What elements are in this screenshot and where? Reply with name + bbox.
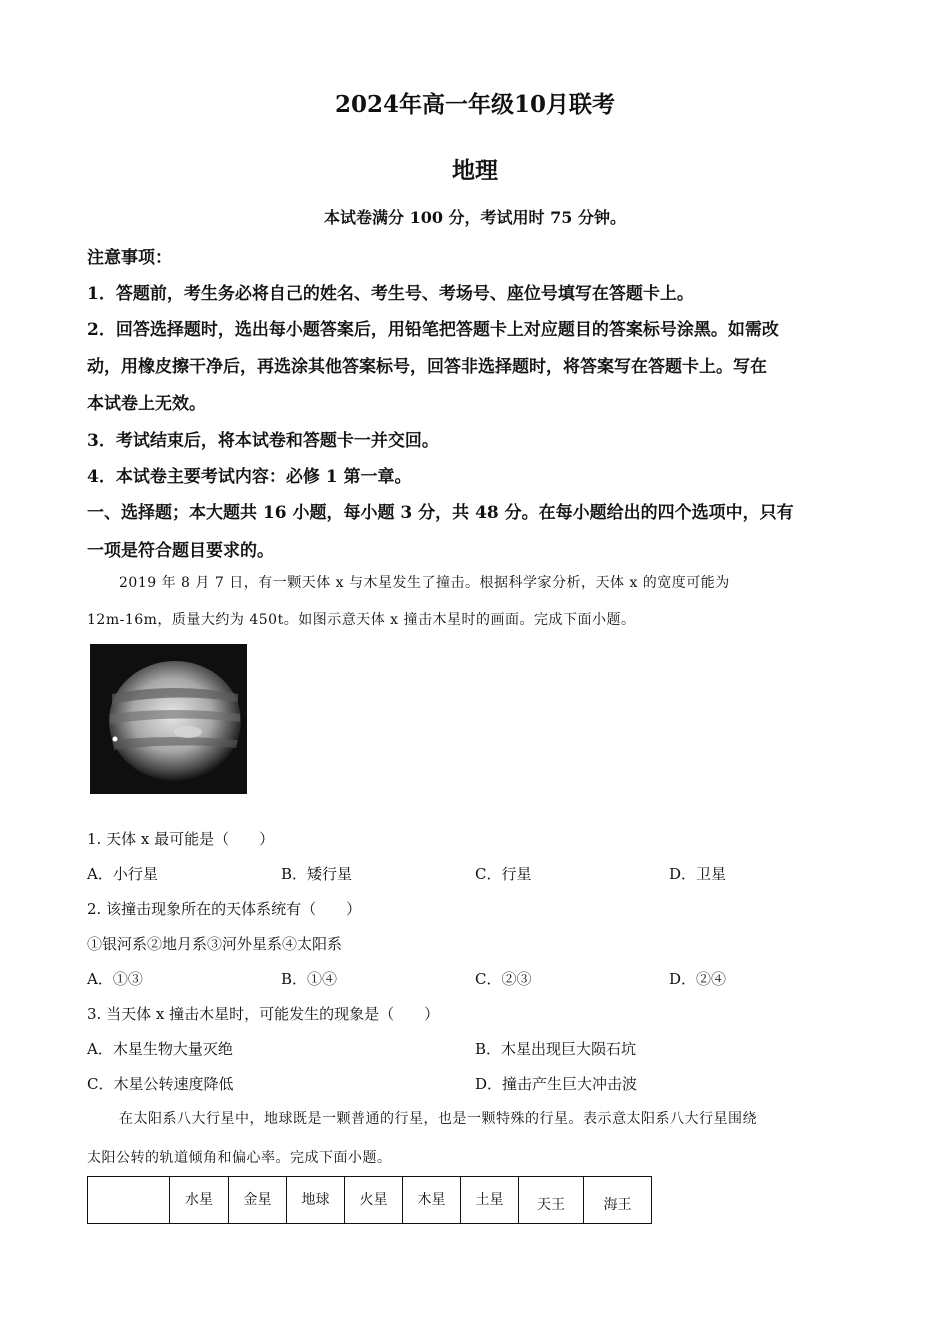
q3-stem: 3. 当天体 x 撞击木星时，可能发生的现象是（ ） (87, 1005, 440, 1023)
q2-option-d: D．②④ (669, 970, 727, 988)
table-header-uranus: 天王 (519, 1177, 584, 1224)
notice-heading: 注意事项： (87, 248, 172, 268)
passage2-line2: 太阳公转的轨道倾角和偏心率。完成下面小题。 (87, 1150, 392, 1166)
passage1-line1: 2019 年 8 月 7 日，有一颗天体 x 与木星发生了撞击。根据科学家分析，天体 x 的宽度可能为 (119, 575, 730, 591)
q2-option-a: A．①③ (87, 970, 143, 988)
table-header-mercury: 水星 (170, 1177, 229, 1224)
planet-orbit-table (87, 1176, 652, 1224)
table-header-saturn: 土星 (461, 1177, 519, 1224)
section-heading-line2: 一项是符合题目要求的。 (87, 541, 274, 561)
notice-item-2-line2: 动，用橡皮擦干净后，再选涂其他答案标号，回答非选择题时，将答案写在答题卡上。写在 (87, 357, 767, 377)
notice-item-2-line1: 2．回答选择题时，选出每小题答案后，用铅笔把答题卡上对应题目的答案标号涂黑。如需改 (87, 320, 779, 340)
notice-item-2-line3: 本试卷上无效。 (87, 394, 206, 414)
notice-item-4: 4．本试卷主要考试内容：必修 1 第一章。 (87, 467, 412, 487)
exam-info: 本试卷满分 100 分，考试用时 75 分钟。 (324, 208, 626, 227)
q1-option-a: A．小行星 (87, 865, 158, 883)
q1-stem: 1. 天体 x 最可能是（ ） (87, 830, 275, 848)
exam-title: 2024年高一年级10月联考 (334, 91, 616, 118)
impact-flash-icon (113, 737, 118, 742)
notice-item-1: 1．答题前，考生务必将自己的姓名、考生号、考场号、座位号填写在答题卡上。 (87, 284, 694, 304)
notice-item-3: 3．考试结束后，将本试卷和答题卡一并交回。 (87, 431, 439, 451)
passage1-line2: 12m-16m，质量大约为 450t。如图示意天体 x 撞击木星时的画面。完成下面小题。 (87, 612, 636, 628)
q1-option-b: B．矮行星 (281, 865, 353, 883)
q2-list: ①银河系②地月系③河外星系④太阳系 (87, 935, 343, 953)
section-heading-line1: 一、选择题；本大题共 16 小题，每小题 3 分，共 48 分。在每小题给出的四个选项中，只有 (87, 503, 794, 523)
table-header-neptune: 海王 (584, 1177, 652, 1224)
q1-option-c: C．行星 (475, 865, 532, 883)
q2-stem: 2. 该撞击现象所在的天体系统有（ ） (87, 900, 362, 918)
q3-option-c: C．木星公转速度降低 (87, 1075, 234, 1093)
jupiter-illustration (90, 644, 247, 794)
table-header-jupiter: 木星 (403, 1177, 461, 1224)
q1-option-d: D．卫星 (669, 865, 727, 883)
table-header-venus: 金星 (229, 1177, 287, 1224)
table-header-mars: 火星 (345, 1177, 403, 1224)
q3-option-b: B．木星出现巨大陨石坑 (475, 1040, 637, 1058)
table-corner-cell (88, 1177, 170, 1224)
subject-title: 地理 (452, 157, 498, 184)
passage2-line1: 在太阳系八大行星中，地球既是一颗普通的行星，也是一颗特殊的行星。表示意太阳系八大行星围绕 (119, 1111, 757, 1127)
table-header-row (88, 1177, 652, 1224)
table-header-earth: 地球 (287, 1177, 345, 1224)
jupiter-impact-photo (90, 644, 247, 794)
q3-option-a: A．木星生物大量灭绝 (87, 1040, 233, 1058)
q3-option-d: D．撞击产生巨大冲击波 (475, 1075, 638, 1093)
q2-option-b: B．①④ (281, 970, 338, 988)
q2-option-c: C．②③ (475, 970, 532, 988)
